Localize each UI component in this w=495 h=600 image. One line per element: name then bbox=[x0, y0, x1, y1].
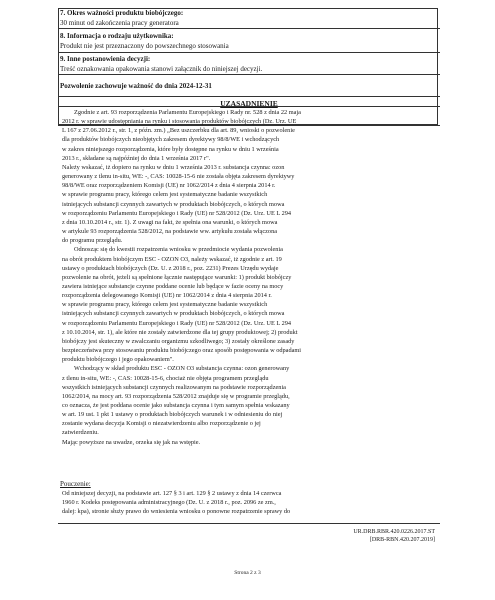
section-8-heading: 8. Informacja o rodzaju użytkownika: bbox=[60, 32, 174, 40]
justification-line: zostanie wydana decyzja Komisji o niezatwierdzeniu albo rozporządzenie o jej bbox=[62, 420, 261, 428]
justification-line: produktu biobójczego i jego opakowaniem". bbox=[62, 356, 174, 364]
justification-line: z 10.10.2014, str. 1), ale które nie zostały zatwierdzone dla tej grupy produktowej; 2) produkt bbox=[62, 328, 298, 336]
instruction-text bbox=[62, 489, 436, 516]
section-9-heading: 9. Inne postanowienia decyzji: bbox=[60, 55, 151, 63]
justification-line: w rozporządzeniu Parlamentu Europejskiego i Rady (UE) nr 528/2012 (Dz. Urz. UE L 294 bbox=[62, 319, 292, 327]
justification-line: istniejących substancji czynnych zawartych w produktach biobójczych, o których mowa bbox=[62, 200, 285, 208]
section-7-heading: 7. Okres ważności produktu biobójczego: bbox=[60, 9, 184, 17]
instruction-line: 1960 r. Kodeks postępowania administracyjnego (Dz. U. z 2018 r., poz. 2096 ze zm., bbox=[62, 499, 276, 507]
justification-line: 1062/2014, na mocy art. 93 rozporządzenia 528/2012 znajduje się w programie przeglądu, bbox=[62, 392, 290, 400]
validity-statement: Pozwolenie zachowuje ważność do dnia 2024-12-31 bbox=[60, 82, 212, 90]
justification-line: w sprawie programu pracy, którego celem jest systematyczne badanie wszystkich bbox=[62, 301, 268, 309]
justification-line: dla produktów biobójczych nieobjętych zakresem dyrektywy 98/8/WE i wchodzących bbox=[62, 136, 280, 144]
case-code-2: [DRB-RBN.420.207.2019] bbox=[369, 537, 435, 543]
justification-line: Odnosząc się do kwestii rozpatrzenia wniosku w przedmiocie wydania pozwolenia bbox=[74, 246, 283, 254]
justification-line: z tlenu in-situ, WE: -, CAS: 10028-15-6, chociaż nie objęta programem przeglądu bbox=[62, 374, 269, 382]
justification-line: 2012 r. w sprawie udostępniania na rynku i stosowania produktów biobójczych (Dz. Urz. UE bbox=[62, 118, 297, 126]
section-7-value: 30 minut od zakończenia pracy generatora bbox=[60, 18, 179, 27]
justification-line: 2013 r., składane są najpóźniej do dnia 1 września 2017 r". bbox=[62, 154, 211, 162]
justification-line: na obrót produktem biobójczym ESC - OZON O3, należy wskazać, iż zgodnie z art. 19 bbox=[62, 255, 282, 263]
justification-line: L 167 z 27.06.2012 r., str. 1, z późn. zm.) „Bez uszczerbku dla art. 89, wnioski o pozwolenie bbox=[62, 127, 295, 135]
justification-line: bezpieczeństwa przy stosowaniu produktu biobójczego oraz sposób postępowania w odpadami bbox=[62, 347, 302, 355]
justification-line: Wchodzący w skład produktu ESC - OZON O3 substancja czynna: ozon generowany bbox=[74, 365, 290, 373]
justification-line: w artykule 93 rozporządzenia 528/2012, na podstawie ww. artykułu została włączona bbox=[62, 228, 278, 236]
justification-line: w art. 19 ust. 1 pkt 1 ustawy o produktach biobójczych warunek i w odniesieniu do niej bbox=[62, 411, 283, 419]
justification-line: 98/8/WE oraz rozporządzeniem Komisji (UE) nr 1062/2014 z dnia 4 sierpnia 2014 r. bbox=[62, 182, 276, 190]
justification-line: wszystkich istniejących substancji czynnych realizowanym na podstawie rozporządzenia bbox=[62, 383, 286, 391]
justification-line: istniejących substancji czynnych zawartych w produktach biobójczych, o których mowa bbox=[62, 310, 285, 318]
justification-line: do programu przeglądu. bbox=[62, 237, 123, 245]
justification-line: w zakres niniejszego rozporządzenia, które były dostępne na rynku w dniu 1 września bbox=[62, 145, 279, 153]
instruction-title: Pouczenie: bbox=[60, 480, 91, 488]
justification-title: UZASADNIENIE bbox=[220, 99, 278, 108]
justification-line: co oznacza, że jest poddana ocenie jako substancja czynna i tym samym spełnia wskazany bbox=[62, 402, 290, 409]
justification-line: biobójczy jest skuteczny w zwalczaniu organizmu szkodliwego; 3) zostały określone zasady bbox=[62, 337, 295, 345]
justification-line: Mając powyższe na uwadze, orzeka się jak na wstępie. bbox=[62, 438, 201, 446]
justification-line: z dnia 10.10.2014 r., str. 1). Z uwagi na fakt, że spełnia ona warunki, o których mowa bbox=[62, 218, 278, 226]
case-code-1: UR.DRB.RBR.420.0226.2017.ST bbox=[353, 529, 435, 535]
section-9-value: Treść oznakowania opakowania stanowi załącznik do niniejszej decyzji. bbox=[60, 64, 263, 73]
instruction-line: Od niniejszej decyzji, na podstawie art. 127 § 3 i art. 129 § 2 ustawy z dnia 14 czerwca bbox=[62, 490, 282, 497]
justification-line: zawiera istniejące substancje czynne poddane ocenie lub będące w fazie oceny na mocy bbox=[62, 282, 284, 290]
justification-line: generowany z tlenu in-situ, WE: -, CAS: 10028-15-6 nie została objęta zakresem dyrektywy bbox=[62, 173, 295, 181]
instruction-line: dalej: kpa), stronie służy prawo do wniesienia wniosku o ponowne rozpatrzenie sprawy do bbox=[62, 508, 291, 516]
justification-line: w rozporządzeniu Parlamentu Europejskiego i Rady (UE) nr 528/2012 (Dz. Urz. UE L 294 bbox=[62, 209, 292, 217]
justification-line: w sprawie programu pracy, którego celem jest systematyczne badanie wszystkich bbox=[62, 191, 268, 199]
page-number: Strona 2 z 3 bbox=[234, 570, 261, 576]
justification-line: ustawy o produktach biobójczych (Dz. U. z 2018 r., poz. 2231) Prezes Urzędu wydaje bbox=[62, 264, 279, 272]
justification-line: zatwierdzeniu. bbox=[62, 429, 99, 437]
justification-line: Zgodnie z art. 93 rozporządzenia Parlamentu Europejskiego i Rady nr. 528 z dnia 22 maja bbox=[74, 109, 301, 116]
justification-line: pozwolenie na obrót, jeżeli są spełnione łącznie następujące warunki: 1) produkt biobójczy bbox=[62, 273, 292, 281]
justification-text bbox=[62, 108, 436, 447]
section-8-value: Produkt nie jest przeznaczony do powszechnego stosowania bbox=[60, 42, 229, 50]
justification-line: Należy wskazać, iż dopiero na rynku w dniu 1 września 2013 r. substancja czynna: ozon bbox=[62, 163, 285, 171]
justification-line: rozporządzenia delegowanego Komisji (UE) nr 1062/2014 z dnia 4 sierpnia 2014 r. bbox=[62, 292, 272, 300]
